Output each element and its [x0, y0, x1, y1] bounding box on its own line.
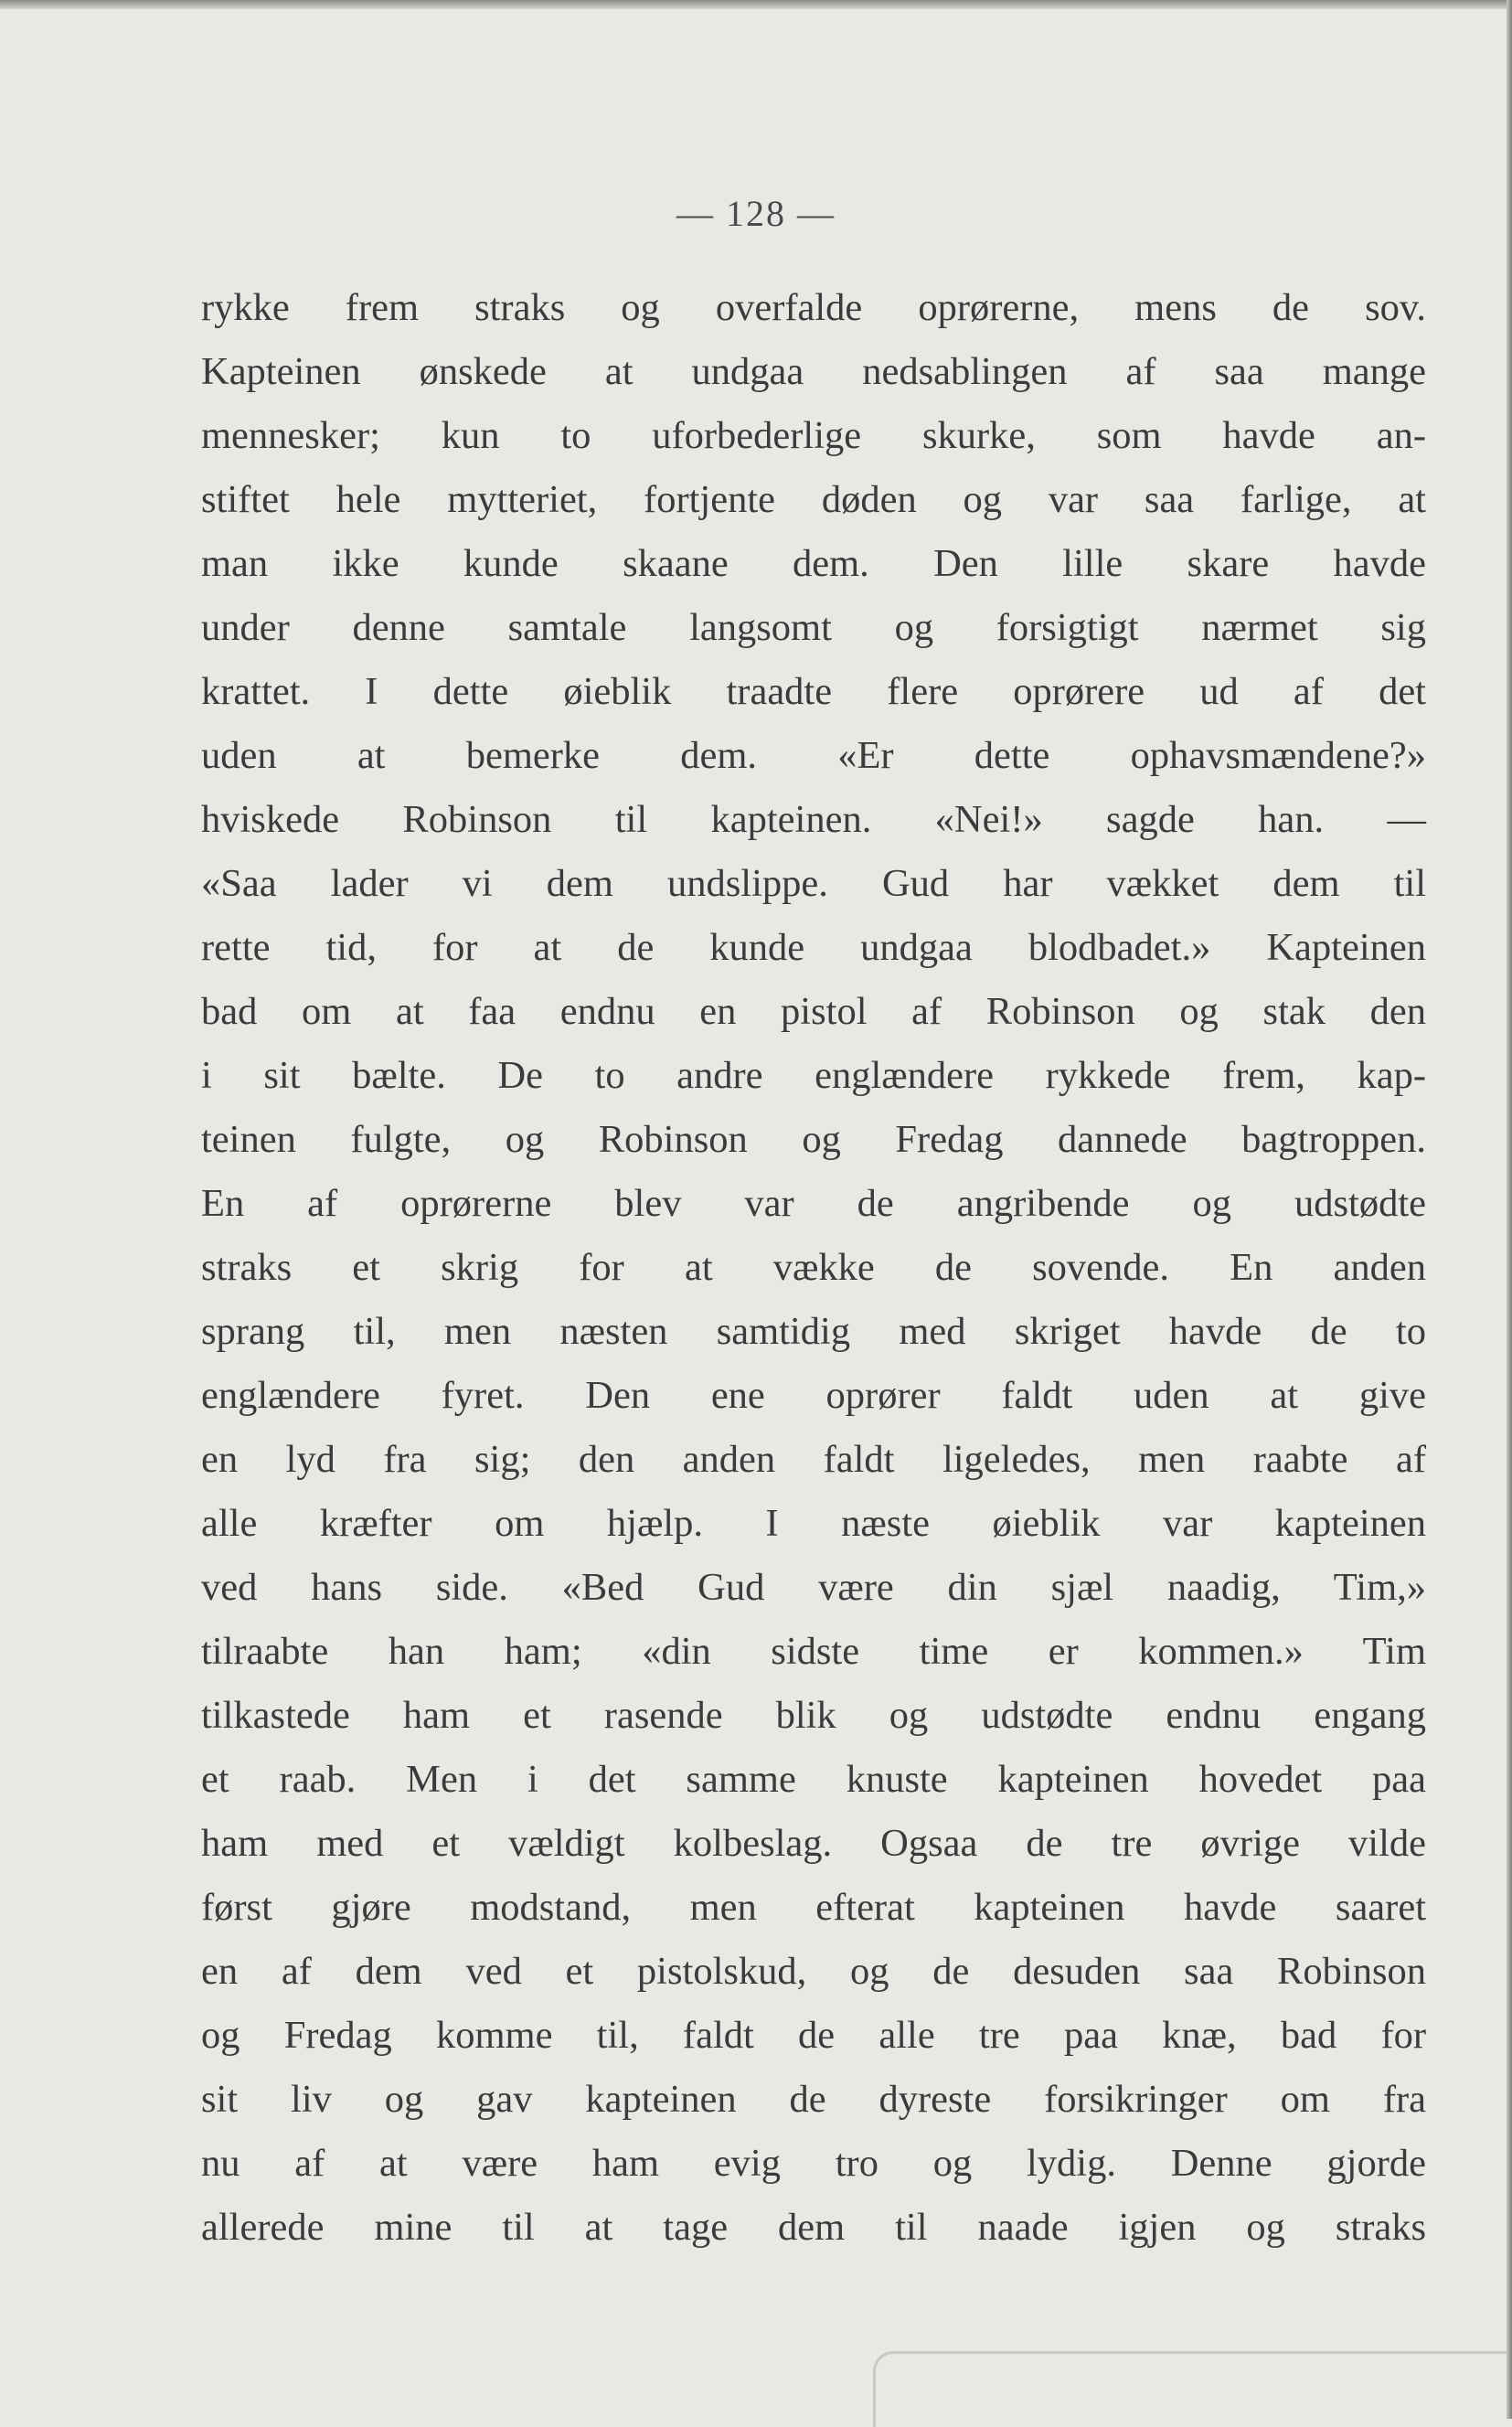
text-line: i sit bælte. De to andre englændere rykkede frem, kap-: [201, 1054, 1426, 1097]
text-line: rette tid, for at de kunde undgaa blodbadet.» Kapteinen: [201, 926, 1426, 969]
text-line: alle kræfter om hjælp. I næste øieblik var kapteinen: [201, 1502, 1426, 1545]
scan-top-edge: [0, 0, 1512, 9]
text-line: stiftet hele mytteriet, fortjente døden og var saa farlige, at: [201, 478, 1426, 521]
text-line: allerede mine til at tage dem til naade igjen og straks: [201, 2206, 1426, 2249]
text-line: og Fredag komme til, faldt de alle tre paa knæ, bad for: [201, 2014, 1426, 2057]
text-line: man ikke kunde skaane dem. Den lille skare havde: [201, 542, 1426, 585]
text-line: En af oprørerne blev var de angribende og udstødte: [201, 1182, 1426, 1225]
text-line: mennesker; kun to uforbederlige skurke, som havde an-: [201, 414, 1426, 457]
scan-right-edge: [1507, 0, 1512, 2419]
page-number: — 128 —: [676, 193, 836, 234]
text-line: straks et skrig for at vække de sovende. En anden: [201, 1246, 1426, 1289]
text-line: Kapteinen ønskede at undgaa nedsablingen af saa mange: [201, 350, 1426, 393]
text-line: rykke frem straks og overfalde oprørerne, mens de sov.: [201, 286, 1426, 329]
text-line: uden at bemerke dem. «Er dette ophavsmændene?»: [201, 734, 1426, 777]
text-line: englændere fyret. Den ene oprører faldt uden at give: [201, 1374, 1426, 1417]
text-line: hviskede Robinson til kapteinen. «Nei!» sagde han. —: [201, 798, 1426, 841]
text-line: en af dem ved et pistolskud, og de desuden saa Robinson: [201, 1950, 1426, 1993]
text-line: nu af at være ham evig tro og lydig. Denne gjorde: [201, 2142, 1426, 2185]
text-line: en lyd fra sig; den anden faldt ligeledes, men raabte af: [201, 1438, 1426, 1481]
text-line: «Saa lader vi dem undslippe. Gud har vækket dem til: [201, 862, 1426, 905]
text-line: tilraabte han ham; «din sidste time er kommen.» Tim: [201, 1630, 1426, 1673]
text-line: først gjøre modstand, men efterat kapteinen havde saaret: [201, 1886, 1426, 1929]
body-text: [201, 276, 1426, 2260]
text-line: et raab. Men i det samme knuste kapteinen hovedet paa: [201, 1758, 1426, 1801]
text-line: teinen fulgte, og Robinson og Fredag dannede bagtroppen.: [201, 1118, 1426, 1161]
text-line: ved hans side. «Bed Gud være din sjæl naadig, Tim,»: [201, 1566, 1426, 1609]
text-line: tilkastede ham et rasende blik og udstødte endnu engang: [201, 1694, 1426, 1737]
text-line: ham med et vældigt kolbeslag. Ogsaa de tre øvrige vilde: [201, 1822, 1426, 1865]
page-corner-mark: [873, 2351, 1507, 2427]
text-line: under denne samtale langsomt og forsigtigt nærmet sig: [201, 606, 1426, 649]
text-line: sprang til, men næsten samtidig med skriget havde de to: [201, 1310, 1426, 1353]
text-line: bad om at faa endnu en pistol af Robinson og stak den: [201, 990, 1426, 1033]
text-line: sit liv og gav kapteinen de dyreste forsikringer om fra: [201, 2078, 1426, 2121]
text-line: krattet. I dette øieblik traadte flere oprørere ud af det: [201, 670, 1426, 713]
